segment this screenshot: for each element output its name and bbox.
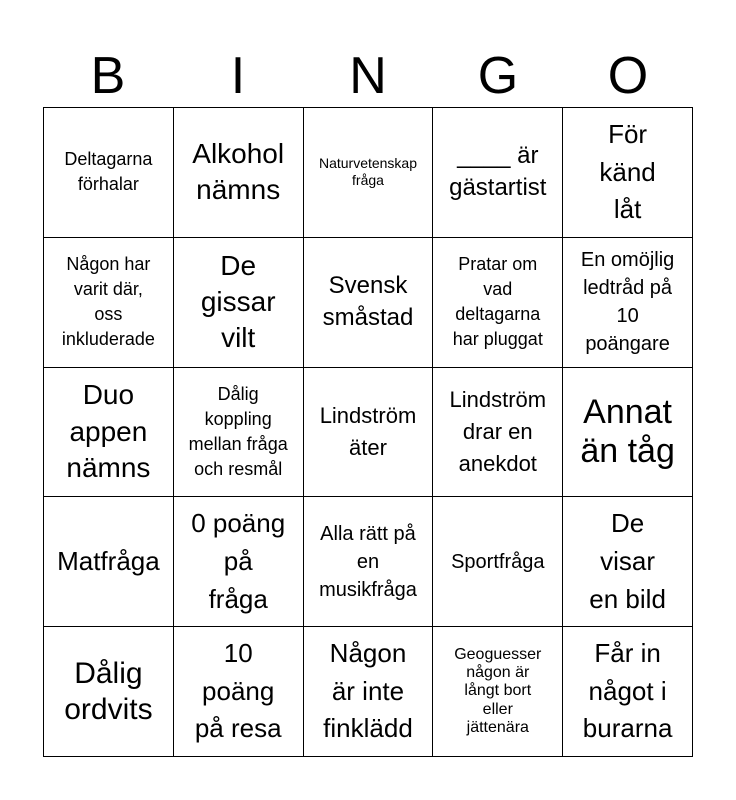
- bingo-cell[interactable]: [433, 108, 563, 238]
- bingo-cell[interactable]: [563, 497, 693, 627]
- bingo-cell[interactable]: [44, 497, 174, 627]
- cell-text: Sportfråga: [451, 550, 545, 573]
- cell-text: De visar en bild: [589, 508, 666, 614]
- cell-text: Någon är inte finklädd: [323, 638, 413, 744]
- bingo-cell[interactable]: [44, 108, 174, 238]
- cell-text: Dålig ordvits: [64, 656, 153, 726]
- bingo-cell[interactable]: [44, 238, 174, 368]
- bingo-cell[interactable]: [563, 108, 693, 238]
- bingo-cell[interactable]: [563, 627, 693, 757]
- cell-text: Dålig koppling mellan fråga och resmål: [188, 383, 288, 480]
- bingo-cell[interactable]: [304, 368, 434, 498]
- bingo-cell[interactable]: [174, 368, 304, 498]
- bingo-cell[interactable]: [174, 108, 304, 238]
- cell-text: De gissar vilt: [200, 249, 276, 354]
- cell-text: Duo appen nämns: [66, 379, 151, 484]
- bingo-cell[interactable]: [174, 238, 304, 368]
- bingo-cell[interactable]: [304, 497, 434, 627]
- bingo-cell[interactable]: [433, 497, 563, 627]
- cell-text: 0 poäng på fråga: [191, 508, 286, 614]
- header-letter-o: O: [607, 47, 649, 105]
- cell-text: Lindström drar en anekdot: [449, 387, 547, 476]
- cell-text: Geoguesser någon är långt bort eller jättenära: [454, 645, 542, 737]
- cell-text: Får in något i burarna: [582, 638, 673, 744]
- cell-text: Någon har varit där, oss inkluderade: [61, 253, 155, 350]
- cell-text: Matfråga: [57, 545, 160, 576]
- cell-text: Alkohol nämns: [192, 138, 285, 206]
- cell-text: Pratar om vad deltagarna har pluggat: [452, 253, 543, 350]
- cell-text: 10 poäng på resa: [194, 638, 282, 744]
- cell-text: Annat än tåg: [580, 392, 675, 470]
- header-letter-g: G: [477, 47, 519, 105]
- bingo-cell[interactable]: [44, 368, 174, 498]
- cell-text: Alla rätt på en musikfråga: [319, 522, 417, 601]
- cell-text: Deltagarna förhalar: [64, 149, 153, 195]
- bingo-grid: [43, 107, 693, 757]
- bingo-cell[interactable]: [433, 368, 563, 498]
- header-letter-b: B: [90, 47, 126, 105]
- bingo-cell[interactable]: [304, 108, 434, 238]
- bingo-cell[interactable]: [174, 497, 304, 627]
- header-letter-i: I: [230, 47, 246, 105]
- cell-text: Svensk småstad: [322, 271, 414, 332]
- bingo-cell[interactable]: [174, 627, 304, 757]
- cell-text: ____ är gästartist: [449, 142, 547, 202]
- bingo-cell[interactable]: [563, 368, 693, 498]
- bingo-cell[interactable]: [304, 627, 434, 757]
- bingo-cell[interactable]: [433, 627, 563, 757]
- cell-text: För känd låt: [599, 118, 656, 225]
- bingo-header: [43, 46, 693, 106]
- bingo-cell[interactable]: [433, 238, 563, 368]
- cell-text: Naturvetenskap fråga: [318, 154, 418, 189]
- header-letter-n: N: [349, 47, 387, 105]
- bingo-cell[interactable]: [563, 238, 693, 368]
- cell-text: En omöjlig ledtråd på 10 poängare: [580, 249, 675, 356]
- cell-text: Lindström äter: [319, 403, 417, 460]
- bingo-cell[interactable]: [44, 627, 174, 757]
- bingo-cell[interactable]: [304, 238, 434, 368]
